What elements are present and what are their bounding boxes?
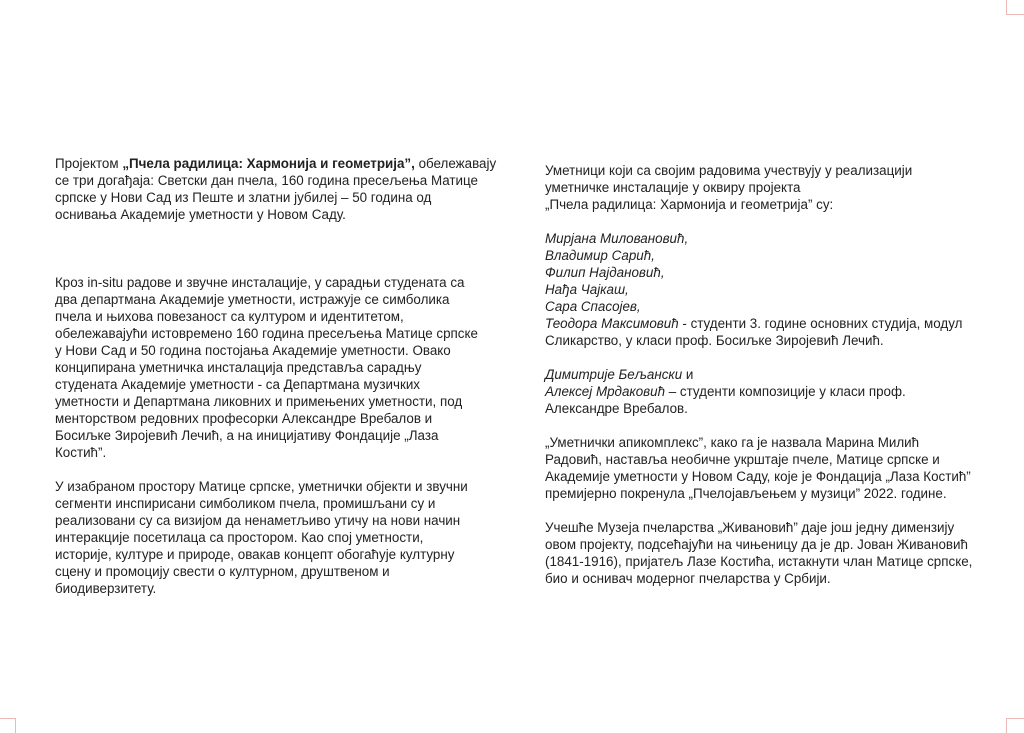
text-segment: у Нови Сад и 50 година постојања Академије уметности. Овако — [55, 343, 451, 358]
text-segment: премијерно покренула „Пчелојављењем у музици” 2022. године. — [545, 486, 947, 501]
text-segment: интеракције посетилаца са простором. Као спој уметности, — [55, 530, 424, 545]
text-segment: Костић”. — [55, 445, 107, 460]
paragraph — [545, 230, 972, 349]
text-line — [55, 546, 496, 563]
text-line — [545, 196, 972, 213]
text-line — [545, 468, 972, 485]
paragraph — [545, 434, 972, 502]
text-line — [55, 580, 496, 597]
text-segment: уметничке инсталације у оквиру пројекта — [545, 180, 801, 195]
paragraph — [55, 478, 496, 597]
text-segment: овом пројекту, подсећајући на чињеницу да је др. Јован Живановић — [545, 537, 968, 552]
italic-name: Нађа Чајкаш, — [545, 282, 629, 297]
text-segment: – студенти композиције у класи проф. — [665, 384, 906, 399]
italic-name: Димитрије Бељански — [545, 367, 683, 382]
text-segment: Сликарство, у класи проф. Босиљке Зиројевић Лечић. — [545, 333, 884, 348]
italic-name: Алексеј Мрдаковић — [545, 384, 666, 399]
text-line — [55, 563, 496, 580]
text-segment: Уметници који са својим радовима учествују у реализацији — [545, 163, 913, 178]
paragraph — [545, 366, 972, 417]
text-line — [545, 570, 972, 587]
text-segment: (1841-1916), пријатељ Лазе Костића, истакнути члан Матице српске, — [545, 554, 973, 569]
text-line — [545, 315, 972, 332]
text-line — [55, 444, 496, 461]
text-line — [55, 172, 496, 189]
text-segment: Радовић, наставља необичне укрштаје пчеле, Матице српске и — [545, 452, 940, 467]
text-line — [545, 553, 972, 570]
text-line — [55, 478, 496, 495]
text-segment: обележавајући истовремено 160 година пресељења Матице српске — [55, 326, 478, 341]
text-segment: Кроз in-situ радове и звучне инсталације, у сарадњи студената са — [55, 275, 465, 290]
text-line — [55, 274, 496, 291]
text-line — [55, 410, 496, 427]
text-segment: биодиверзитету. — [55, 581, 157, 596]
text-segment: Босиљке Зиројевић Лечић, а на иницијативу Фондације „Лаза — [55, 428, 439, 443]
text-line — [545, 451, 972, 468]
paragraph — [55, 274, 496, 461]
text-segment: реализовани су са визијом да ненаметљиво утичу на нови начин — [55, 513, 461, 528]
text-line — [55, 393, 496, 410]
text-segment: - студенти 3. године основних студија, модул — [678, 316, 963, 331]
text-line — [545, 247, 972, 264]
text-line — [55, 495, 496, 512]
text-line — [545, 485, 972, 502]
text-line — [545, 179, 972, 196]
text-segment: сцену и промоцију свести о културном, друштвеном и — [55, 564, 390, 579]
bold-text: „Пчела радилица: Хармонија и геометрија”, — [122, 156, 415, 171]
text-segment: се три догађаја: Светски дан пчела, 160 година пресељења Матице — [55, 173, 478, 188]
text-segment: Академије уметности у Новом Саду, које је Фондација „Лаза Костић” — [545, 469, 971, 484]
text-line — [55, 512, 496, 529]
paragraph — [545, 519, 972, 587]
text-segment: пчела и њихова повезаност са културом и идентитетом, — [55, 309, 404, 324]
text-segment: сегменти инспирисани симболиком пчела, промишљани су и — [55, 496, 436, 511]
text-line — [55, 291, 496, 308]
text-segment: оснивања Академије уметности у Новом Саду. — [55, 207, 346, 222]
text-segment: био и оснивач модерног пчеларства у Србији. — [545, 571, 831, 586]
paragraph — [55, 155, 496, 223]
text-segment: српске у Нови Сад из Пеште и златни јубилеј – 50 година од — [55, 190, 432, 205]
text-line — [55, 155, 496, 172]
text-line — [545, 264, 972, 281]
italic-name: Мирјана Миловановић, — [545, 231, 689, 246]
italic-name: Теодора Максимовић — [545, 316, 679, 331]
text-segment: Александре Вребалов. — [545, 401, 688, 416]
text-segment: Пројектом — [55, 156, 123, 171]
text-line — [545, 298, 972, 315]
italic-name: Владимир Сарић, — [545, 248, 655, 263]
text-segment: конципирана уметничка инсталација представља сарадњу — [55, 360, 422, 375]
text-line — [55, 189, 496, 206]
text-line — [545, 332, 972, 349]
text-line — [55, 427, 496, 444]
text-segment: студената Академије уметности - са Департмана музичких — [55, 377, 421, 392]
crop-mark — [1006, 14, 1024, 15]
text-line — [545, 281, 972, 298]
text-segment: историје, културе и природе, овакав концепт обогаћује културну — [55, 547, 455, 562]
text-line — [545, 519, 972, 536]
text-line — [545, 434, 972, 451]
italic-name: Сара Спасојев, — [545, 299, 641, 314]
text-line — [55, 529, 496, 546]
text-segment: У изабраном простору Матице српске, уметнички објекти и звучни — [55, 479, 468, 494]
text-segment: „Уметнички апикомплекс”, како га је назвала Марина Милић — [545, 435, 920, 450]
italic-name: Филип Најдановић, — [545, 265, 665, 280]
text-line — [55, 342, 496, 359]
text-segment: „Пчела радилица: Хармонија и геометрија” су: — [545, 197, 834, 212]
crop-mark — [1006, 718, 1007, 733]
text-segment: Учешће Музеја пчеларства „Живановић” даје још једну димензију — [545, 520, 955, 535]
text-line — [545, 400, 972, 417]
text-segment: уметности и Департмана ликовних и примењених уметности, под — [55, 394, 463, 409]
text-line — [55, 206, 496, 223]
crop-mark — [1006, 718, 1024, 719]
crop-mark — [0, 718, 16, 719]
text-line — [545, 162, 972, 179]
text-line — [55, 308, 496, 325]
text-line — [55, 325, 496, 342]
text-line — [545, 383, 972, 400]
text-segment: два департмана Академије уметности, истражује се симболика — [55, 292, 450, 307]
text-segment: менторством редовних професорки Александре Вребалов и — [55, 411, 433, 426]
left-column — [55, 155, 496, 597]
crop-mark — [15, 718, 16, 733]
text-line — [545, 366, 972, 383]
text-segment: и — [682, 367, 694, 382]
paragraph — [545, 162, 972, 213]
text-line — [545, 230, 972, 247]
crop-mark — [1006, 0, 1007, 15]
text-line — [55, 376, 496, 393]
right-column — [545, 162, 972, 587]
text-segment: обележавају — [414, 156, 497, 171]
text-line — [545, 536, 972, 553]
text-line — [55, 359, 496, 376]
